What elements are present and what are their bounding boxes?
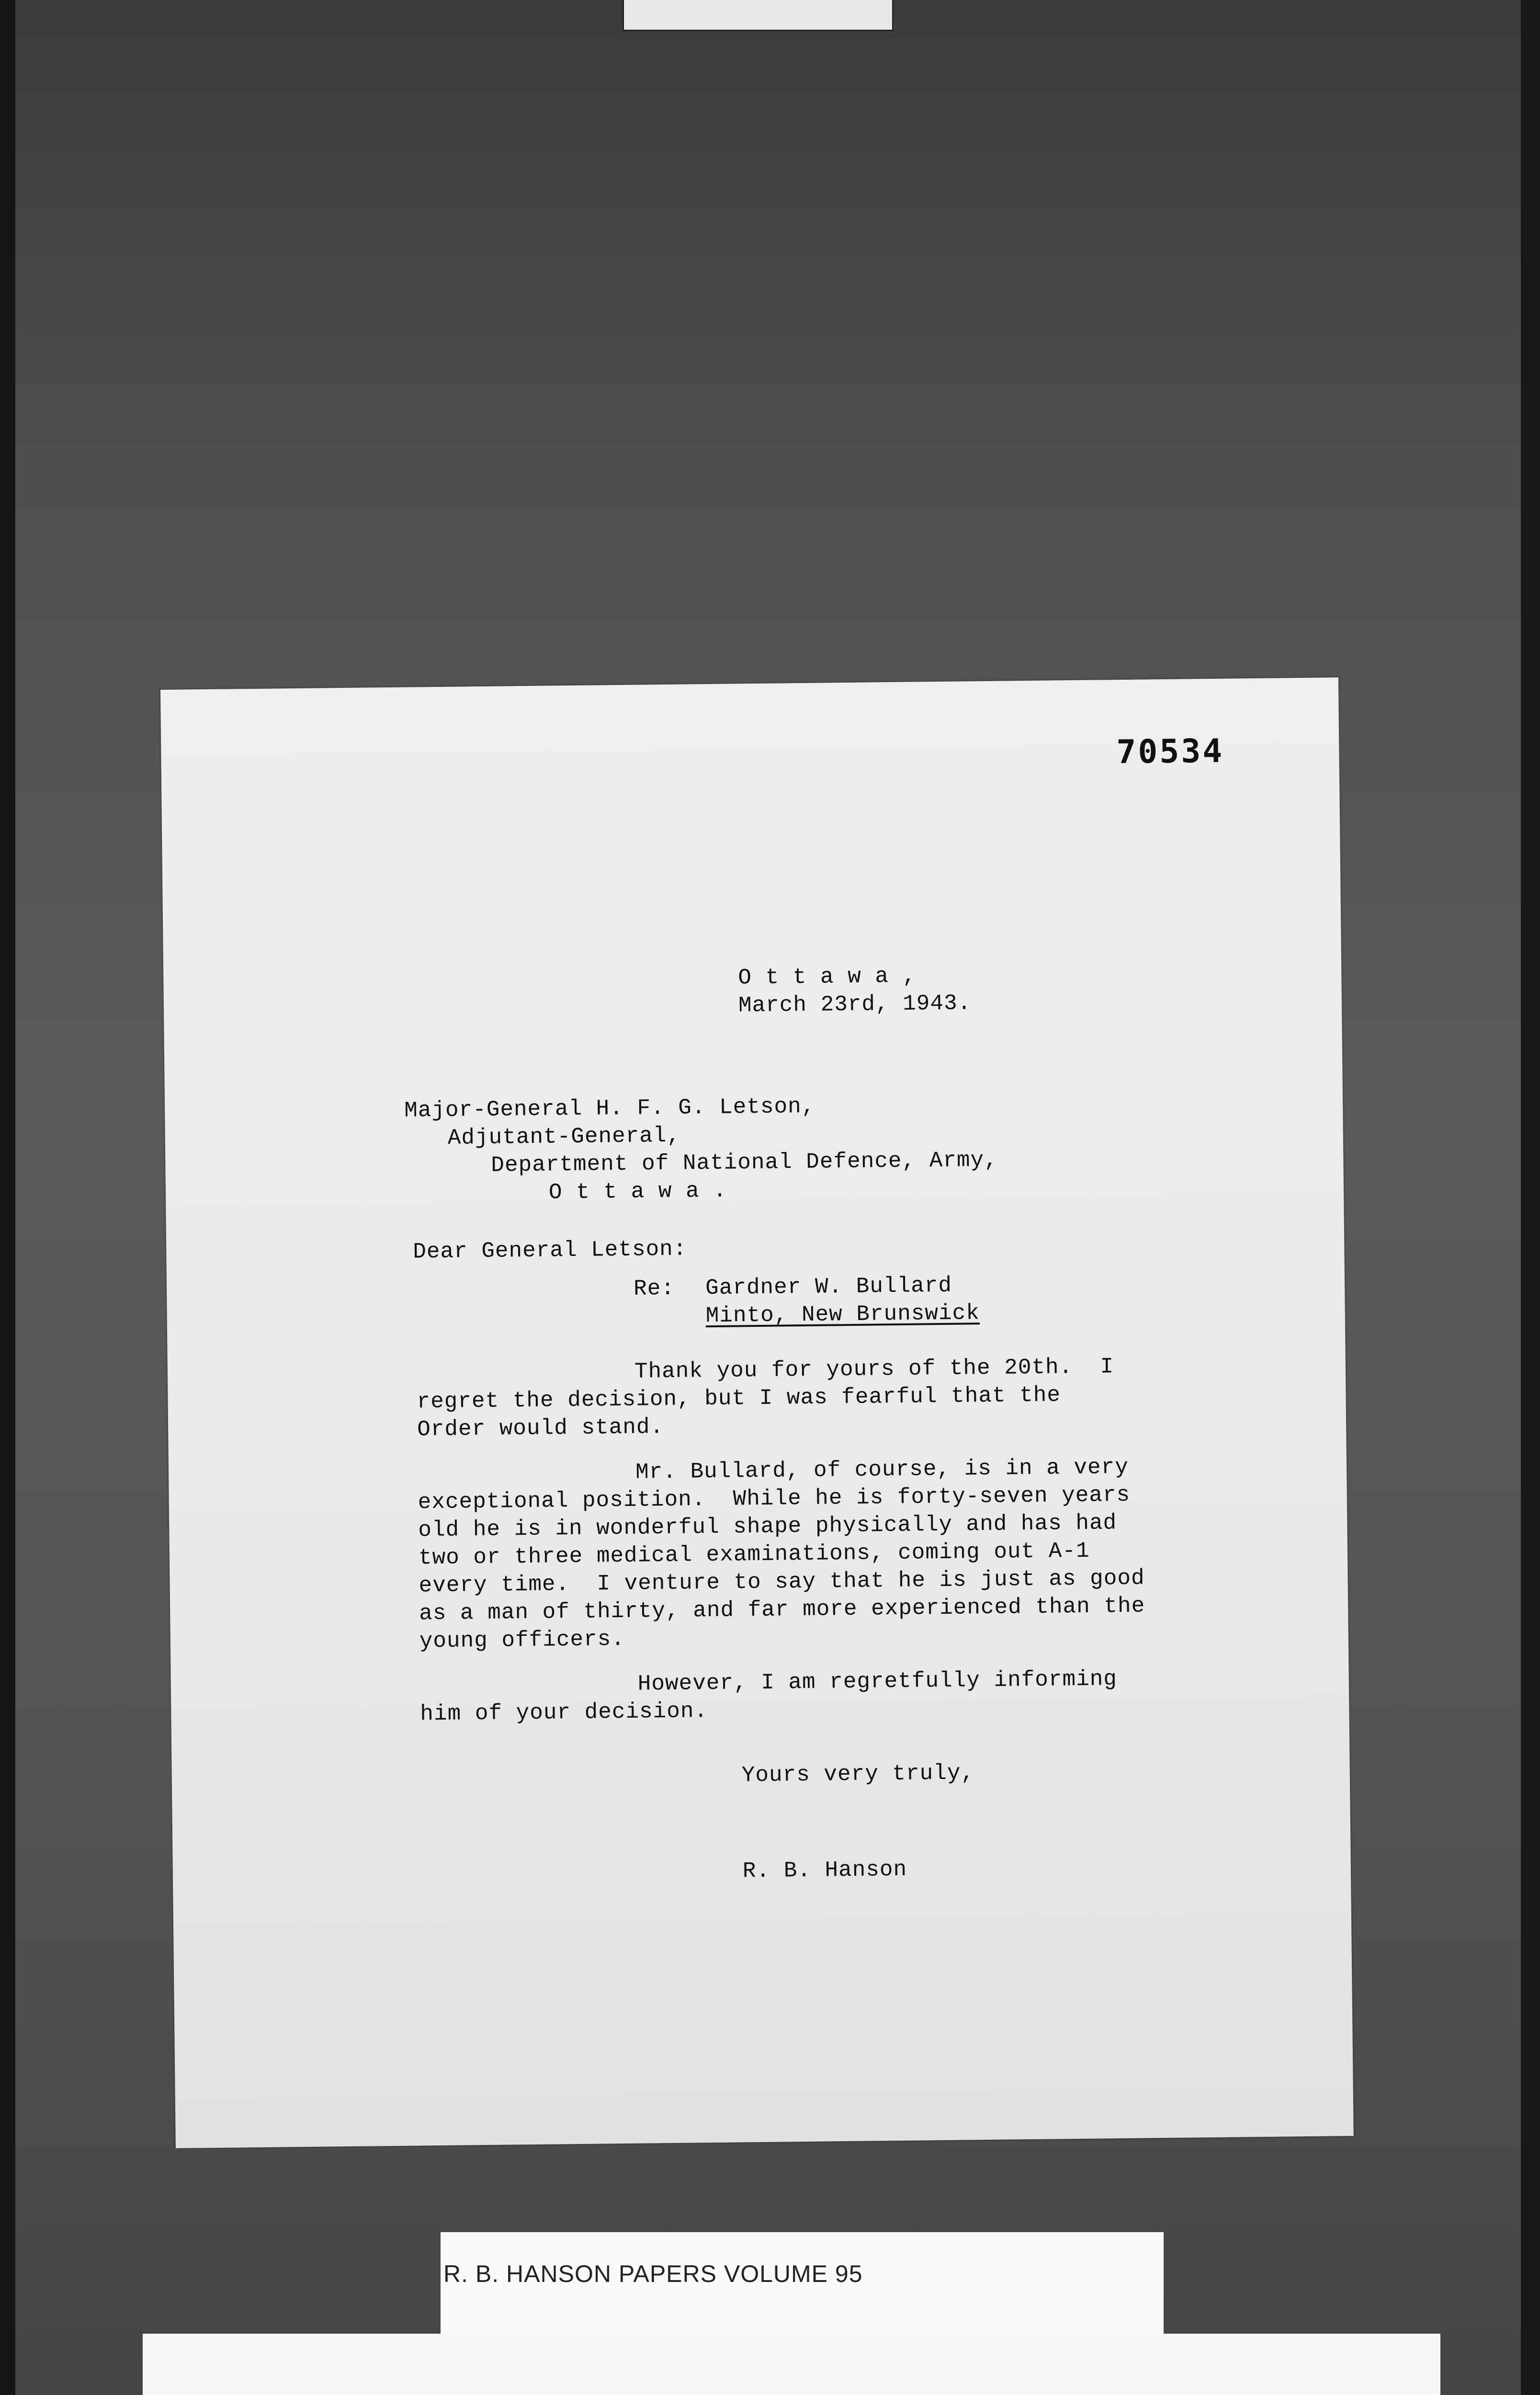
archive-card — [143, 2334, 1440, 2395]
volume-label-text: R. B. HANSON PAPERS VOLUME 95 — [443, 2260, 863, 2287]
recipient-line-1: Major-General H. F. G. Letson, — [404, 1094, 815, 1123]
recipient-line-2: Adjutant-General, — [447, 1123, 681, 1151]
paragraph-2-line-4: two or three medical examinations, coming out A-1 — [418, 1538, 1090, 1571]
paragraph-3-line-2: him of your decision. — [420, 1699, 708, 1727]
paragraph-2-line-6: as a man of thirty, and far more experienced than the — [419, 1593, 1145, 1626]
signature: R. B. Hanson — [742, 1857, 907, 1884]
frame-edge-right — [1521, 0, 1540, 2395]
paragraph-2-line-3: old he is in wonderful shape physically and has had — [418, 1510, 1117, 1543]
re-place: Minto, New Brunswick — [705, 1300, 980, 1329]
re-label: Re: — [633, 1276, 675, 1301]
letter-place: O t t a w a , — [738, 963, 917, 991]
paragraph-1-line-1: Thank you for yours of the 20th. I — [634, 1354, 1114, 1384]
re-name: Gardner W. Bullard — [705, 1273, 952, 1301]
paragraph-1-line-2: regret the decision, but I was fearful that the — [417, 1382, 1061, 1414]
paragraph-3-line-1: However, I am regretfully informing — [637, 1666, 1118, 1697]
recipient-line-4: O t t a w a . — [548, 1178, 727, 1205]
letter-page — [160, 677, 1354, 2148]
paragraph-2-line-2: exceptional position. While he is forty-seven years — [418, 1482, 1131, 1515]
frame-edge-left — [0, 0, 15, 2395]
document-number: 70534 — [1116, 732, 1224, 772]
salutation: Dear General Letson: — [413, 1236, 687, 1265]
letter-date: March 23rd, 1943. — [738, 991, 972, 1018]
paragraph-2-line-5: every time. I venture to say that he is just as good — [419, 1565, 1145, 1598]
volume-label — [441, 2232, 1164, 2338]
paragraph-2-line-7: young officers. — [419, 1626, 625, 1654]
top-paper-tab — [623, 0, 894, 31]
paragraph-1-line-3: Order would stand. — [417, 1414, 664, 1442]
paragraph-2-line-1: Mr. Bullard, of course, is in a very — [635, 1454, 1129, 1485]
recipient-line-3: Department of National Defence, Army, — [491, 1147, 998, 1178]
closing: Yours very truly, — [741, 1760, 975, 1788]
